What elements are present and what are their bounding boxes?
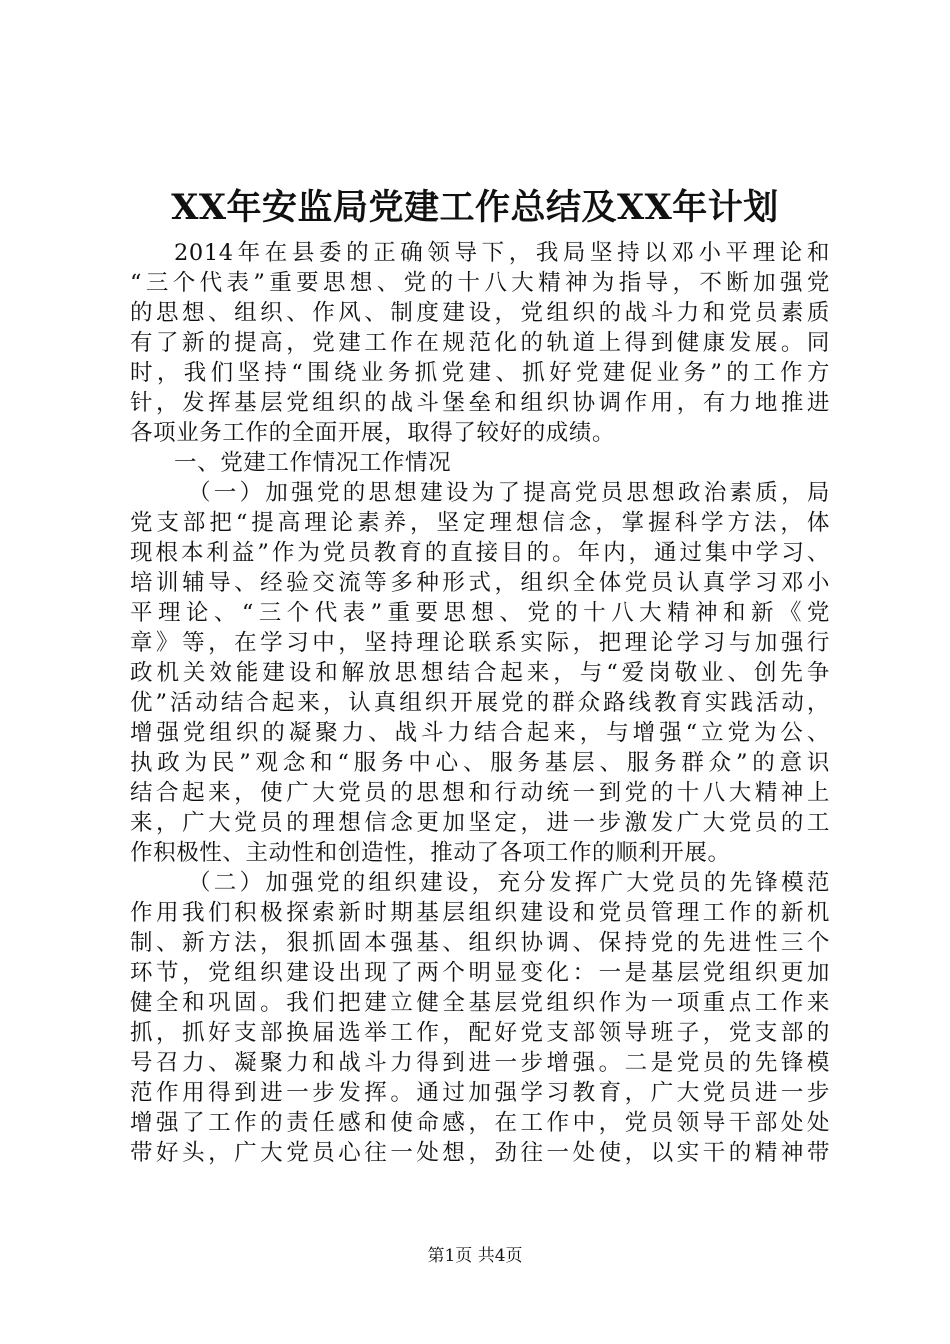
- paragraph-line-17: 增强党组织的凝聚力、战斗力结合起来，与增强“立党为公、: [130, 720, 830, 746]
- paragraph-line-31: 带好头，广大党员心往一处想，劲往一处使，以实干的精神带: [130, 1140, 830, 1166]
- paragraph-line-4: 有了新的提高，党建工作在规范化的轨道上得到健康发展。同: [130, 330, 830, 356]
- page-number-footer: 第1页 共4页: [427, 1246, 523, 1266]
- paragraph-line-28: 号召力、凝聚力和战斗力得到进一步增强。二是党员的先锋模: [130, 1050, 830, 1076]
- paragraph-line-27: 抓，抓好支部换届选举工作，配好党支部领导班子，党支部的: [130, 1020, 830, 1046]
- document-title: XX年安监局党建工作总结及XX年计划: [171, 187, 779, 228]
- paragraph-line-11: 现根本利益”作为党员教育的直接目的。年内，通过集中学习、: [130, 540, 830, 566]
- paragraph-line-30: 增强了工作的责任感和使命感，在工作中，党员领导干部处处: [130, 1110, 830, 1136]
- paragraph-line-22: （二）加强党的组织建设，充分发挥广大党员的先锋模范: [188, 870, 830, 896]
- paragraph-line-9: （一）加强党的思想建设为了提高党员思想政治素质，局: [188, 480, 830, 506]
- paragraph-line-18: 执政为民”观念和“服务中心、服务基层、服务群众”的意识: [130, 750, 830, 776]
- paragraph-line-25: 环节，党组织建设出现了两个明显变化：一是基层党组织更加: [130, 960, 830, 986]
- paragraph-line-7: 各项业务工作的全面开展，取得了较好的成绩。: [130, 420, 616, 446]
- paragraph-line-19: 结合起来，使广大党员的思想和行动统一到党的十八大精神上: [130, 780, 830, 806]
- paragraph-line-12: 培训辅导、经验交流等多种形式，组织全体党员认真学习邓小: [130, 570, 830, 596]
- paragraph-line-15: 政机关效能建设和解放思想结合起来，与“爱岗敬业、创先争: [130, 660, 830, 686]
- paragraph-line-26: 健全和巩固。我们把建立健全基层党组织作为一项重点工作来: [130, 990, 830, 1016]
- section-heading: 一、党建工作情况工作情况: [174, 450, 452, 476]
- document-body: [130, 238, 830, 1168]
- paragraph-line-29: 范作用得到进一步发挥。通过加强学习教育，广大党员进一步: [130, 1080, 830, 1106]
- paragraph-line-24: 制、新方法，狠抓固本强基、组织协调、保持党的先进性三个: [130, 930, 830, 956]
- paragraph-line-14: 章》等，在学习中，坚持理论联系实际，把理论学习与加强行: [130, 630, 830, 656]
- paragraph-line-13: 平理论、“三个代表”重要思想、党的十八大精神和新《党: [130, 600, 830, 626]
- paragraph-line-16: 优”活动结合起来，认真组织开展党的群众路线教育实践活动，: [130, 690, 830, 716]
- paragraph-line-3: 的思想、组织、作风、制度建设，党组织的战斗力和党员素质: [130, 300, 830, 326]
- paragraph-line-10: 党支部把“提高理论素养，坚定理想信念，掌握科学方法，体: [130, 510, 830, 536]
- paragraph-line-20: 来，广大党员的理想信念更加坚定，进一步激发广大党员的工: [130, 810, 830, 836]
- paragraph-line-1: 2014年在县委的正确领导下，我局坚持以邓小平理论和: [174, 240, 830, 266]
- paragraph-line-6: 针，发挥基层党组织的战斗堡垒和组织协调作用，有力地推进: [130, 390, 830, 416]
- paragraph-line-2: “三个代表”重要思想、党的十八大精神为指导，不断加强党: [130, 270, 830, 296]
- paragraph-line-5: 时，我们坚持“围绕业务抓党建、抓好党建促业务”的工作方: [130, 360, 830, 386]
- paragraph-line-21: 作积极性、主动性和创造性，推动了各项工作的顺利开展。: [130, 840, 731, 866]
- paragraph-line-23: 作用我们积极探索新时期基层组织建设和党员管理工作的新机: [130, 900, 830, 926]
